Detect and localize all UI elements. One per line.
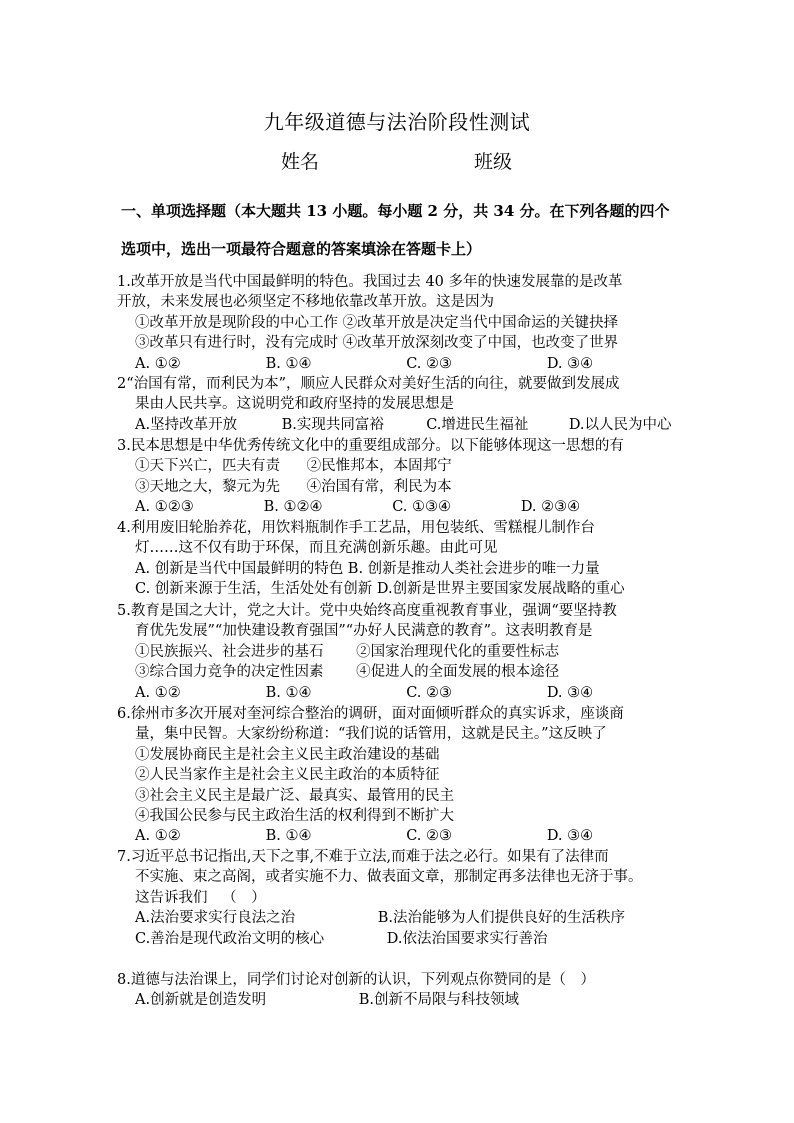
question-3 <box>117 436 687 518</box>
question-2 <box>117 374 687 435</box>
option-b: B.实现共同富裕 <box>281 416 384 433</box>
option-a: A. ①② <box>135 828 181 845</box>
question-stem-line: 开放，未来发展也必须坚定不移地依靠改革开放。这是因为 <box>117 294 494 311</box>
question-statement: C.善治是现代政治文明的核心 D.依法治国要求实行善治 <box>135 930 548 947</box>
option-c: C. ①③④ <box>392 499 452 516</box>
option-d: D. ③④ <box>546 355 594 372</box>
option-a: A. ①②③ <box>135 499 194 516</box>
question-8 <box>117 970 687 1011</box>
question-stem-line: 灯……这不仅有助于环保，而且充满创新乐趣。由此可见 <box>135 540 498 557</box>
section-heading-line2: 选项中，选出一项最符合题意的答案填涂在答题卡上） <box>121 240 482 258</box>
question-4 <box>117 518 687 600</box>
question-stem-line: 3.民本思想是中华优秀传统文化中的重要组成部分。以下能够体现这一思想的有 <box>117 438 624 454</box>
question-statement: ④我国公民参与民主政治生活的权利得到不断扩大 <box>135 807 454 824</box>
option-b: B. ①④ <box>265 828 312 845</box>
question-stem-line: 育优先发展”“加快建设教育强国”“办好人民满意的教育”。这表明教育是 <box>135 623 593 640</box>
question-stem-line: 这告诉我们 （ ） <box>135 889 266 906</box>
question-statement: A. 创新是当代中国最鲜明的特色 B. 创新是推动人类社会进步的唯一力量 <box>135 560 600 577</box>
question-7 <box>117 847 687 949</box>
question-stem-line: 1.改革开放是当代中国最鲜明的特色。我国过去 40 多年的快速发展靠的是改革 <box>117 274 623 290</box>
option-a: A.坚持改革开放 <box>135 416 238 433</box>
answer-options <box>117 683 687 703</box>
answer-options <box>117 415 687 435</box>
option-c: C. ②③ <box>406 828 453 845</box>
question-stem-line: 2“治国有常，而利民为本”，顺应人民群众对美好生活的向往，就要做到发展成 <box>117 376 620 392</box>
question-stem-line: 6.徐州市多次开展对奎河综合整治的调研，面对面倾听群众的真实诉求，座谈商 <box>117 706 624 722</box>
option-b: B. ①②④ <box>263 499 323 516</box>
question-5 <box>117 601 687 703</box>
option-b: B. ①④ <box>265 355 312 372</box>
option-c: C.增进民生福祉 <box>426 416 529 433</box>
option-d: D. ②③④ <box>520 499 581 516</box>
question-stem-line: 5.教育是国之大计，党之大计。党中央始终高度重视教育事业，强调“要坚持教 <box>117 603 617 619</box>
question-statement: C. 创新来源于生活，生活处处有创新 D.创新是世界主要国家发展战略的重心 <box>135 581 625 598</box>
question-statement: ①发展协商民主是社会主义民主政治建设的基础 <box>135 746 440 763</box>
option-c: C. ②③ <box>406 684 453 701</box>
question-statement: ③综合国力竞争的决定性因素 ④促进人的全面发展的根本途径 <box>135 664 560 681</box>
question-6 <box>117 704 687 847</box>
question-1 <box>117 272 687 374</box>
option-a: A. ①② <box>135 684 181 701</box>
name-label: 姓名 <box>281 151 320 173</box>
option-d: D.以人民为中心 <box>568 416 672 433</box>
class-label: 班级 <box>474 151 513 173</box>
question-stem-line: 果由人民共享。这说明党和政府坚持的发展思想是 <box>135 396 454 413</box>
question-statement: A.法治要求实行良法之治 B.法治能够为人们提供良好的生活秩序 <box>135 910 625 927</box>
option-a: A. ①② <box>135 355 181 372</box>
question-statement: ②人民当家作主是社会主义民主政治的本质特征 <box>135 767 440 784</box>
question-stem-line: 7.习近平总书记指出,天下之事,不难于立法,而难于法之必行。如果有了法律而 <box>117 849 609 865</box>
option-d: D. ③④ <box>546 684 594 701</box>
answer-options <box>117 354 687 374</box>
option-d: D. ③④ <box>546 828 594 845</box>
answer-options <box>117 826 687 846</box>
question-statement: ③社会主义民主是最广泛、最真实、最管用的民主 <box>135 787 454 804</box>
question-statement: ①改革开放是现阶段的中心工作 ②改革开放是决定当代中国命运的关键抉择 <box>135 314 619 331</box>
section-heading-line1: 一、单项选择题（本大题共 13 小题。每小题 2 分，共 34 分。在下列各题的四个 <box>121 202 670 220</box>
question-stem-line: 不实施、束之高阁，或者实施不力、做表面文章，那制定再多法律也无济于事。 <box>135 869 643 886</box>
question-statement: ③改革只有进行时，没有完成时 ④改革开放深刻改变了中国，也改变了世界 <box>135 335 619 352</box>
question-stem-line: 4.利用废旧轮胎养花，用饮料瓶制作手工艺品，用包装纸、雪糕棍儿制作台 <box>117 520 595 536</box>
question-statement: A.创新就是创造发明 B.创新不局限与科技领域 <box>135 992 519 1009</box>
option-b: B. ①④ <box>265 684 312 701</box>
question-statement: ①民族振兴、社会进步的基石 ②国家治理现代化的重要性标志 <box>135 643 560 660</box>
question-statement: ①天下兴亡，匹夫有责 ②民惟邦本，本固邦宁 <box>135 458 452 475</box>
option-c: C. ②③ <box>406 355 453 372</box>
answer-options <box>117 497 687 517</box>
question-statement: ③天地之大，黎元为先 ④治国有常，利民为本 <box>135 478 452 495</box>
question-stem-line: 8.道德与法治课上，同学们讨论对创新的认识，下列观点你赞同的是（ ） <box>117 972 595 988</box>
question-stem-line: 量，集中民智。大家纷纷称道：“我们说的话管用，这就是民主。”这反映了 <box>135 726 607 743</box>
exam-title: 九年级道德与法治阶段性测试 <box>263 110 531 134</box>
